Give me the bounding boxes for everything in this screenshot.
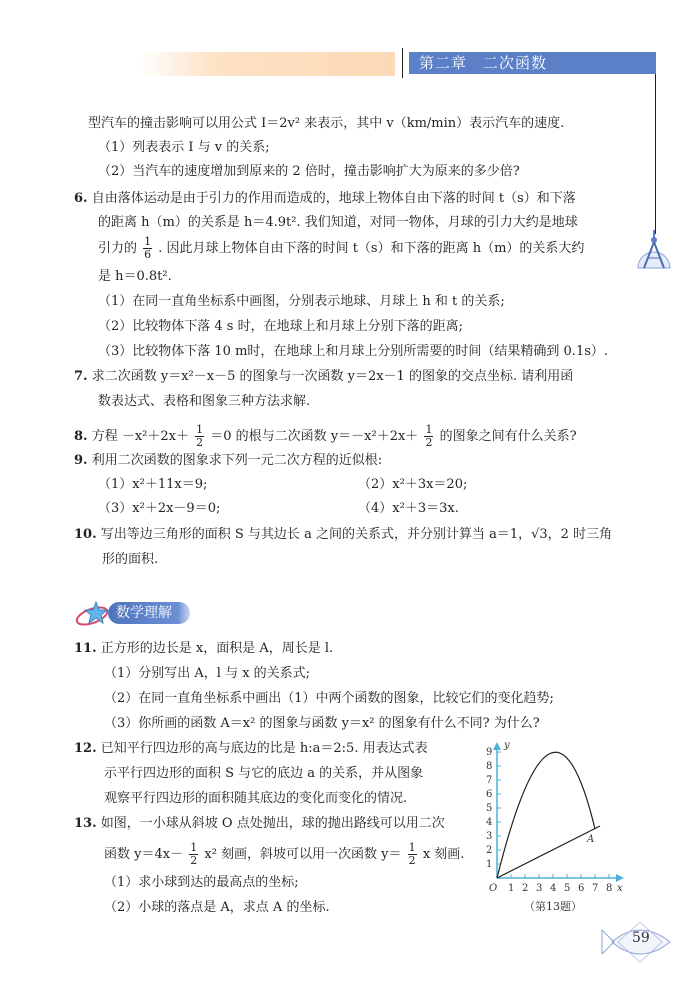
problem-12-line3: 观察平行四边形的面积随其底边的变化而变化的情况. (104, 791, 408, 806)
header-decor-band (140, 52, 395, 76)
svg-text:4: 4 (550, 883, 557, 894)
problem-9-item1: （1）x²＋11x＝9; (98, 477, 208, 492)
problem-number: 7. (74, 369, 88, 384)
problem-13-line1: 13. 如图，一小球从斜坡 O 点处抛出，球的抛出路线可以用二次 (74, 816, 445, 831)
problem-11-line1: 11. 正方形的边长是 x，面积是 A，周长是 l. (74, 641, 334, 656)
problem-6-line3: 引力的 $\frac{1}{6}$ . 因此月球上物体自由下落的时间 t（s）和下落的距离 h（m）的关系大约 (98, 235, 585, 261)
problem-9-item4: （4）x²＋3＝3x. (358, 501, 459, 516)
problem-11-sub2: （2）在同一直角坐标系中画出（1）中两个函数的图象，比较它们的变化趋势; (104, 691, 554, 706)
svg-text:3: 3 (536, 883, 543, 894)
svg-text:O: O (489, 883, 498, 894)
problem-6-sub1: （1）在同一直角坐标系中画图，分别表示地球、月球上 h 和 t 的关系; (98, 294, 505, 309)
problem-13-line2: 函数 y＝4x－ $\frac{1}{2}$ x² 刻画，斜坡可以用一次函数 y＝ $\frac{1}{2}$ x 刻画. (104, 841, 465, 867)
svg-text:1: 1 (508, 883, 515, 894)
problem-7-line2: 数表达式、表格和图象三种方法求解. (98, 394, 311, 409)
problem-10-line2: 形的面积. (102, 552, 159, 567)
svg-text:（第13题）: （第13题） (524, 900, 582, 913)
problem-11-sub3: （3）你所画的函数 A＝x² 的图象与函数 y＝x² 的图象有什么不同? 为什么? (104, 716, 540, 731)
problem-13-sub1: （1）求小球到达的最高点的坐标; (104, 875, 299, 890)
compass-protractor-icon (634, 228, 674, 272)
fraction: $\frac{1}{2}$ (425, 423, 433, 449)
problem-6-line2: 的距离 h（m）的关系是 h＝4.9t². 我们知道，对同一物体，月球的引力大约是地球 (98, 215, 578, 230)
problem-9-item2: （2）x²＋3x＝20; (358, 477, 468, 492)
problem-6-line1: 6. 自由落体运动是由于引力的作用而造成的，地球上物体自由下落的时间 t（s）和下落 (74, 191, 576, 206)
svg-text:8: 8 (606, 883, 613, 894)
svg-text:7: 7 (592, 883, 599, 894)
svg-text:2: 2 (522, 883, 529, 894)
problem-number: 12. (74, 741, 97, 756)
problem-number: 11. (74, 641, 97, 656)
problem-5-sub1: （1）列表表示 I 与 v 的关系; (98, 140, 270, 155)
problem-number: 8. (74, 429, 88, 444)
problem-6-line4: 是 h＝0.8t². (98, 269, 172, 284)
problem-12-line2: 示平行四边形的面积 S 与它的底边 a 的关系，并从图象 (104, 766, 424, 781)
problem-12-line1: 12. 已知平行四边形的高与底边的比是 h:a＝2:5. 用表达式表 (74, 741, 428, 756)
svg-text:4: 4 (486, 817, 493, 828)
problem-number: 9. (74, 453, 88, 468)
svg-text:6: 6 (486, 789, 493, 800)
header-separator (402, 48, 403, 78)
fraction: $\frac{1}{6}$ (144, 235, 152, 261)
section-title-math-understanding: 数学理解 (108, 602, 190, 624)
svg-text:7: 7 (486, 775, 493, 786)
fraction: $\frac{1}{2}$ (190, 841, 198, 867)
problem-11-sub1: （1）分别写出 A，l 与 x 的关系式; (104, 666, 311, 681)
problem-10-line1: 10. 写出等边三角形的面积 S 与其边长 a 之间的关系式，并分别计算当 a＝1，√3，2 时三角 (74, 527, 613, 542)
problem-6-sub3: （3）比较物体下落 10 m时，在地球上和月球上分别所需要的时间（结果精确到 0.1s）. (98, 344, 609, 359)
svg-text:y: y (504, 740, 510, 751)
problem-5-sub2: （2）当汽车的速度增加到原来的 2 倍时，撞击影响扩大为原来的多少倍? (98, 164, 520, 179)
fraction: $\frac{1}{2}$ (196, 423, 204, 449)
chapter-title: 第二章 二次函数 (409, 52, 656, 74)
page-number: 59 (632, 930, 650, 946)
svg-text:2: 2 (486, 845, 493, 856)
problem-13-sub2: （2）小球的落点是 A，求点 A 的坐标. (104, 900, 330, 915)
problem-number: 10. (74, 527, 97, 542)
problem-9-line1: 9. 利用二次函数的图象求下列一元二次方程的近似根: (74, 453, 383, 468)
svg-text:9: 9 (486, 747, 493, 758)
problem-number: 6. (74, 191, 88, 206)
problem-number: 13. (74, 816, 97, 831)
fraction: $\frac{1}{2}$ (408, 841, 416, 867)
svg-text:1: 1 (486, 859, 493, 870)
svg-text:x: x (617, 883, 623, 894)
svg-text:3: 3 (486, 831, 493, 842)
problem-13-figure (480, 732, 630, 922)
problem-5-text: 型汽车的撞击影响可以用公式 I＝2v² 来表示，其中 v（km/min）表示汽车的速度. (88, 116, 565, 131)
problem-6-sub2: （2）比较物体下落 4 s 时，在地球上和月球上分别下落的距离; (98, 319, 463, 334)
svg-text:5: 5 (486, 803, 493, 814)
problem-8-line1: 8. 方程 －x²＋2x＋ $\frac{1}{2}$ ＝0 的根与二次函数 y＝－x²＋2x＋ $\frac{1}{2}$ 的图象之间有什么关系? (74, 423, 577, 449)
problem-9-item3: （3）x²＋2x－9＝0; (98, 501, 221, 516)
svg-text:6: 6 (578, 883, 585, 894)
problem-7-line1: 7. 求二次函数 y＝x²－x－5 的图象与一次函数 y＝2x－1 的图象的交点坐标. 请利用函 (74, 369, 574, 384)
svg-text:A: A (587, 834, 595, 845)
svg-text:5: 5 (564, 883, 571, 894)
margin-rule (655, 74, 656, 234)
svg-text:8: 8 (486, 761, 493, 772)
